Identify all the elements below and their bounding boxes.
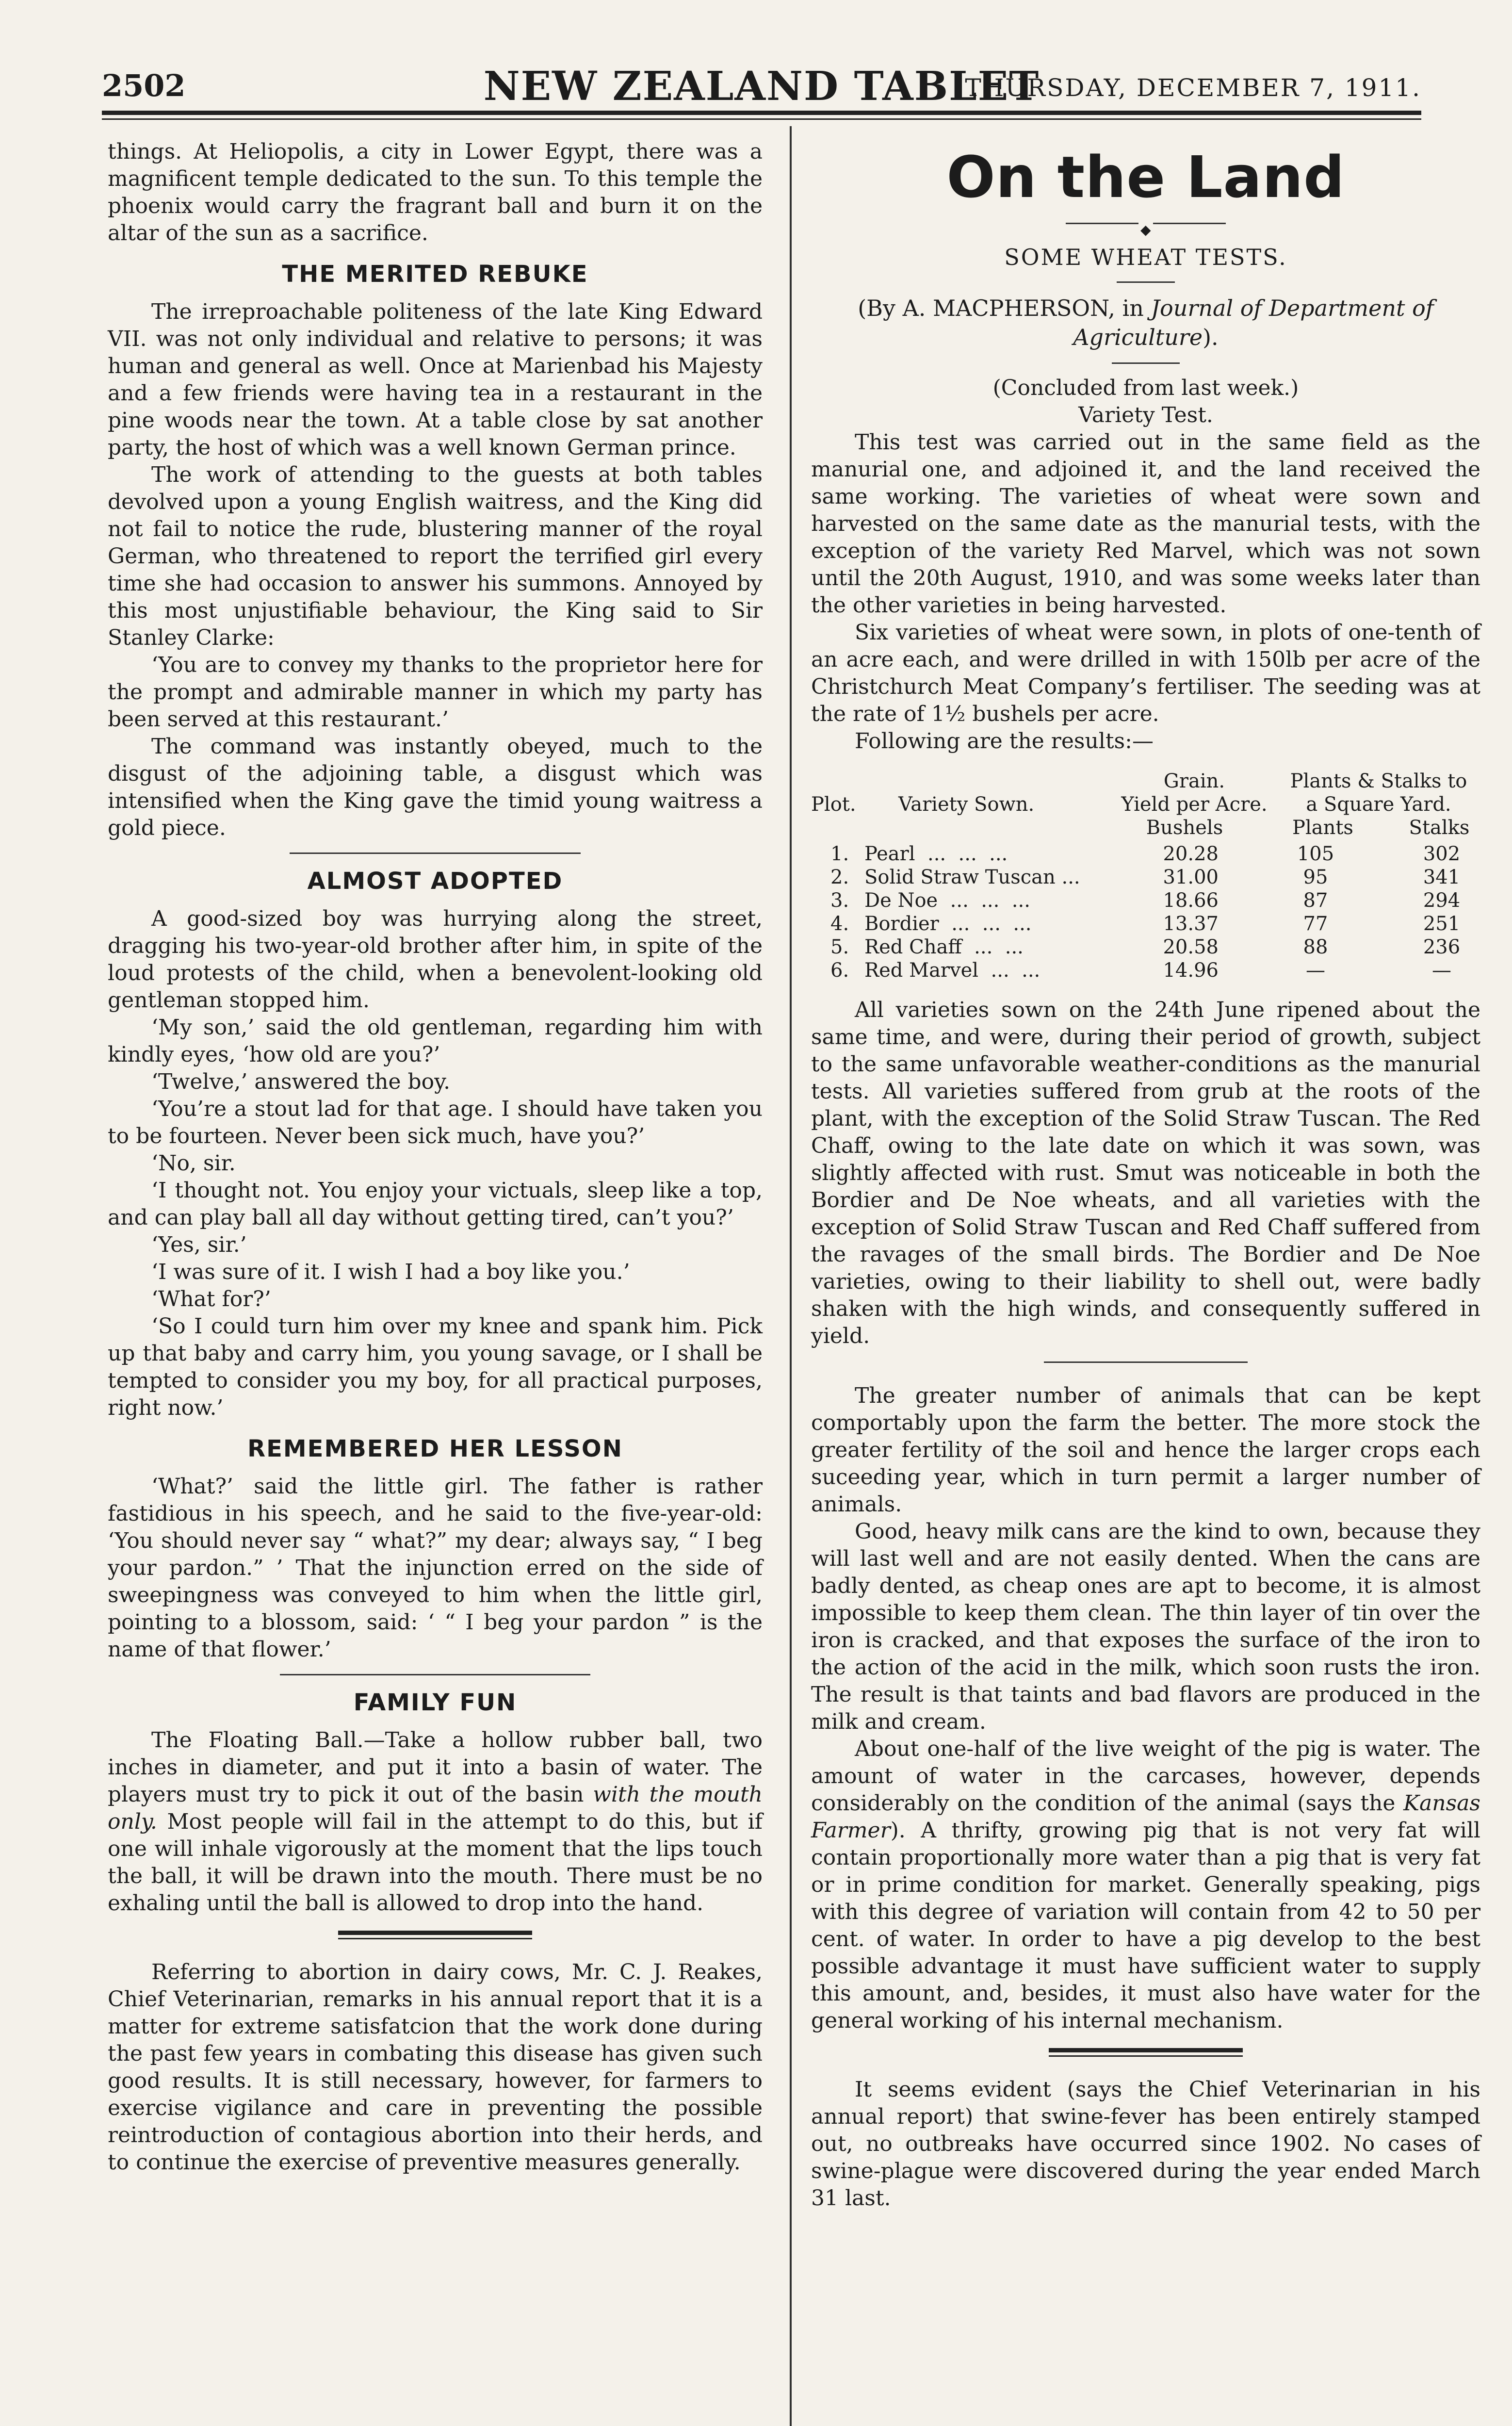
paragraph: ‘What?’ said the little girl. The father is rather fastidious in his speech, and he said to the five-year-old: ‘You should never say “ what?” my dear; always say, “ I beg your pardon.” ’ That the injunction erred on the side of sweepingness was conveyed to him when the little girl, pointing to a blossom, said: ‘ “ I beg your pardon ” is the name of that flower.’: [108, 1474, 763, 1662]
paragraph: ‘My son,’ said the old gentleman, regarding him with kindly eyes, ‘how old are you?’: [108, 1015, 763, 1067]
cell-yield: 14.96: [1163, 959, 1219, 982]
header-plants: Plants: [1292, 817, 1353, 839]
column-title: On the Land: [946, 144, 1345, 211]
paragraph: ‘No, sir.: [151, 1151, 236, 1176]
cell-plants: —: [1306, 959, 1325, 982]
paragraph: About one-half of the live weight of the pig is water. The amount of water in the carcases, however, depends considerably on the condition of the animal (says the Kansas Farmer). A thrifty, growing pig that is not very fat will contain proportionally more water than a pig that is very fat or in prime condition for market. Generally speaking, pigs with this degree of variation will contain from 42 to 50 per cent. of water. In order to have a pig develop to the best possible advantage it must have sufficient water to supply this amount, and, besides, it must also have water for the general working of his internal mechanism.: [811, 1737, 1480, 2033]
paragraph: The command was instantly obeyed, much to the disgust of the adjoining table, a disgust which was intensified when the King gave the timid young waitress a gold piece.: [108, 734, 763, 840]
issue-date: THURSDAY, DECEMBER 7, 1911.: [965, 74, 1421, 102]
ornament-rule: [1066, 222, 1226, 238]
article-title: SOME WHEAT TESTS.: [1004, 244, 1287, 270]
paragraph: ‘So I could turn him over my knee and spank him. Pick up that baby and carry him, you young savage, or I shall be tempted to consider you my boy, for all practical purposes, right now.’: [108, 1314, 763, 1420]
results-table: [811, 770, 1480, 982]
right-column: [811, 138, 1480, 2212]
cell-plants: 87: [1303, 889, 1328, 912]
subheading: Variety Test.: [1078, 403, 1213, 427]
table-row: [811, 866, 1480, 889]
cell-stalks: 341: [1423, 866, 1461, 888]
header-yield: Yield per Acre.: [1121, 793, 1268, 816]
cell-stalks: 302: [1423, 843, 1461, 865]
cell-plants: 95: [1303, 866, 1328, 888]
column-divider: [790, 126, 792, 2426]
concluded-note: (Concluded from last week.): [992, 376, 1299, 400]
paragraph: Good, heavy milk cans are the kind to own, because they will last well and are not easily dented. When the cans are badly dented, as cheap ones are apt to become, it is almost impossible to keep them clean. The thin layer of tin over the iron is cracked, and that exposes the surface of the iron to the action of the acid in the milk, which soon rusts the iron. The result is that taints and bad flavors are produced in the milk and cream.: [811, 1519, 1480, 1734]
cell-variety: Bordier ... ... ...: [864, 913, 1032, 935]
cell-plot: 2.: [830, 866, 849, 888]
cell-plants: 88: [1303, 936, 1328, 958]
section-rule: [290, 852, 581, 854]
short-rule: [1117, 281, 1175, 283]
table-row: [811, 935, 1480, 959]
header-rule: [102, 111, 1421, 115]
cell-yield: 18.66: [1163, 889, 1219, 912]
cell-variety: Solid Straw Tuscan ...: [864, 866, 1080, 888]
cell-plot: 5.: [830, 936, 849, 958]
header-plot: Plot.: [811, 793, 856, 816]
masthead: NEW ZEALAND TABLET: [483, 63, 1040, 110]
table-row: [811, 912, 1480, 935]
paragraph: ‘I thought not. You enjoy your victuals, sleep like a top, and can play ball all day without getting tired, can’t you?’: [108, 1178, 763, 1230]
cell-stalks: 251: [1423, 913, 1461, 935]
cell-plot: 6.: [830, 959, 849, 982]
section-rule: [280, 1674, 590, 1675]
table-row: [811, 889, 1480, 912]
cell-yield: 20.28: [1163, 843, 1219, 865]
cell-variety: De Noe ... ... ...: [864, 889, 1030, 912]
paragraph: The irreproachable politeness of the late King Edward VII. was not only individual and relative to persons; it was human and general as well. Once at Marienbad his Majesty and a few friends were having tea in a restaurant in the pine woods near the town. At a table close by sat another party, the host of which was a well known German prince.: [108, 299, 763, 460]
cell-stalks: —: [1432, 959, 1451, 982]
paragraph: A good-sized boy was hurrying along the street, dragging his two-year-old brother after him, in spite of the loud protests of the child, when a benevolent-looking old gentleman stopped him.: [108, 906, 763, 1013]
section-title-rebuke: THE MERITED REBUKE: [282, 261, 588, 288]
cell-variety: Pearl ... ... ...: [864, 843, 1008, 865]
header-plants-stalks: Plants & Stalks to: [1290, 770, 1467, 792]
table-row: [811, 959, 1480, 982]
cell-stalks: 236: [1423, 936, 1461, 958]
paragraph: ‘You’re a stout lad for that age. I should have taken you to be fourteen. Never been sick much, have you?’: [108, 1097, 763, 1148]
diamond-icon: ◆: [1138, 216, 1153, 244]
paragraph: ‘What for?’: [151, 1287, 271, 1311]
cell-plot: 1.: [830, 843, 849, 865]
paragraph: The greater number of animals that can be kept comportably upon the farm the better. The more stock the greater fertility of the soil and hence the larger crops each suceeding year, which in turn permit a larger number of animals.: [811, 1383, 1480, 1517]
header-grain: Grain.: [1163, 770, 1225, 792]
double-rule: [338, 1931, 532, 1939]
section-title-adopted: ALMOST ADOPTED: [307, 868, 563, 895]
cell-plot: 4.: [830, 913, 849, 935]
header-square-yard: a Square Yard.: [1306, 793, 1451, 816]
paragraph: The work of attending to the guests at both tables devolved upon a young English waitress, and the King did not fail to notice the rude, blustering manner of the royal German, who threatened to report the terrified girl every time she had occasion to answer his summons. Annoyed by this most unjustifiable behaviour, the King said to Sir Stanley Clarke:: [108, 462, 763, 650]
table-row: [811, 842, 1480, 866]
double-rule: [1049, 2048, 1243, 2057]
paragraph: ‘Yes, sir.’: [151, 1232, 247, 1257]
cell-yield: 31.00: [1163, 866, 1219, 888]
paragraph: ‘Twelve,’ answered the boy.: [151, 1069, 451, 1094]
paragraph: ‘You are to convey my thanks to the proprietor here for the prompt and admirable manner in which my party has been served at this restaurant.’: [108, 653, 763, 732]
page-number: 2502: [102, 68, 186, 103]
paragraph: It seems evident (says the Chief Veterinarian in his annual report) that swine-fever has been entirely stamped out, no outbreaks have occurred since 1902. No cases of swine-plague were discovered during the year ended March 31 last.: [811, 2077, 1480, 2211]
cell-stalks: 294: [1423, 889, 1461, 912]
paragraph: This test was carried out in the same field as the manurial one, and adjoined it, and the land received the same working. The varieties of wheat were sown and harvested on the same date as the manurial tests, with the exception of the variety Red Marvel, which was not sown until the 20th August, 1910, and was some weeks later than the other varieties in being harvested.: [811, 430, 1480, 618]
header-variety: Variety Sown.: [898, 793, 1035, 816]
paragraph: All varieties sown on the 24th June ripened about the same time, and were, during their period of growth, subject to the same unfavorable weather-conditions as the manurial tests. All varieties suffered from grub at the roots of the plant, with the exception of the Solid Straw Tuscan. The Red Chaff, owing to the late date on which it was sown, was slightly affected with rust. Smut was noticeable in both the Bordier and De Noe wheats, and all varieties with the exception of Solid Straw Tuscan and Red Chaff suffered from the ravages of the small birds. The Bordier and De Noe varieties, owing to their liability to shell out, were badly shaken with the high winds, and consequently suffered in yield.: [811, 998, 1480, 1348]
section-title-fun: FAMILY FUN: [353, 1689, 517, 1716]
left-column: [108, 138, 763, 2176]
table-body: [811, 842, 1480, 982]
paragraph: Referring to abortion in dairy cows, Mr. C. J. Reakes, Chief Veterinarian, remarks in his annual report that it is a matter for extreme satisfatcion that the work done during the past few years in combating this disease has given such good results. It is still necessary, however, for farmers to exercise vigilance and care in preventing the possible reintroduction of contagious abortion into their herds, and to continue the exercise of preventive measures generally.: [108, 1960, 763, 2175]
paragraph: Six varieties of wheat were sown, in plots of one-tenth of an acre each, and were drilled in with 150lb per acre of the Christchurch Meat Company’s fertiliser. The seeding was at the rate of 1½ bushels per acre.: [811, 620, 1480, 726]
short-rule: [1112, 362, 1180, 364]
header-bushels: Bushels: [1146, 817, 1223, 839]
byline: (By A. MACPHERSON, in Journal of Department of Agriculture).: [858, 295, 1434, 350]
paragraph: The Floating Ball.—Take a hollow rubber ball, two inches in diameter, and put it into a basin of water. The players must try to pick it out of the basin with the mouth only. Most people will fail in the attempt to do this, but if one will inhale vigorously at the moment that the lips touch the ball, it will be drawn into the mouth. There must be no exhaling until the ball is allowed to drop into the hand.: [108, 1728, 763, 1916]
cell-variety: Red Marvel ... ...: [864, 959, 1041, 982]
cell-yield: 20.58: [1163, 936, 1219, 958]
header-rule-thin: [102, 118, 1421, 120]
cell-plants: 105: [1297, 843, 1334, 865]
page-header: [102, 63, 1421, 112]
cell-plot: 3.: [830, 889, 849, 912]
cell-plants: 77: [1303, 913, 1328, 935]
cell-yield: 13.37: [1163, 913, 1219, 935]
intro-paragraph: things. At Heliopolis, a city in Lower Egypt, there was a magnificent temple dedicated to the sun. To this temple the phoenix would carry the fragrant ball and burn it on the altar of the sun as a sacrifice.: [108, 139, 763, 246]
header-stalks: Stalks: [1409, 817, 1470, 839]
section-title-lesson: REMEMBERED HER LESSON: [247, 1435, 623, 1462]
table-header: [811, 770, 1480, 842]
paragraph: ‘I was sure of it. I wish I had a boy like you.’: [151, 1260, 630, 1284]
section-rule: [1044, 1361, 1248, 1363]
cell-variety: Red Chaff ... ...: [864, 936, 1024, 958]
paragraph: Following are the results:—: [855, 729, 1154, 754]
